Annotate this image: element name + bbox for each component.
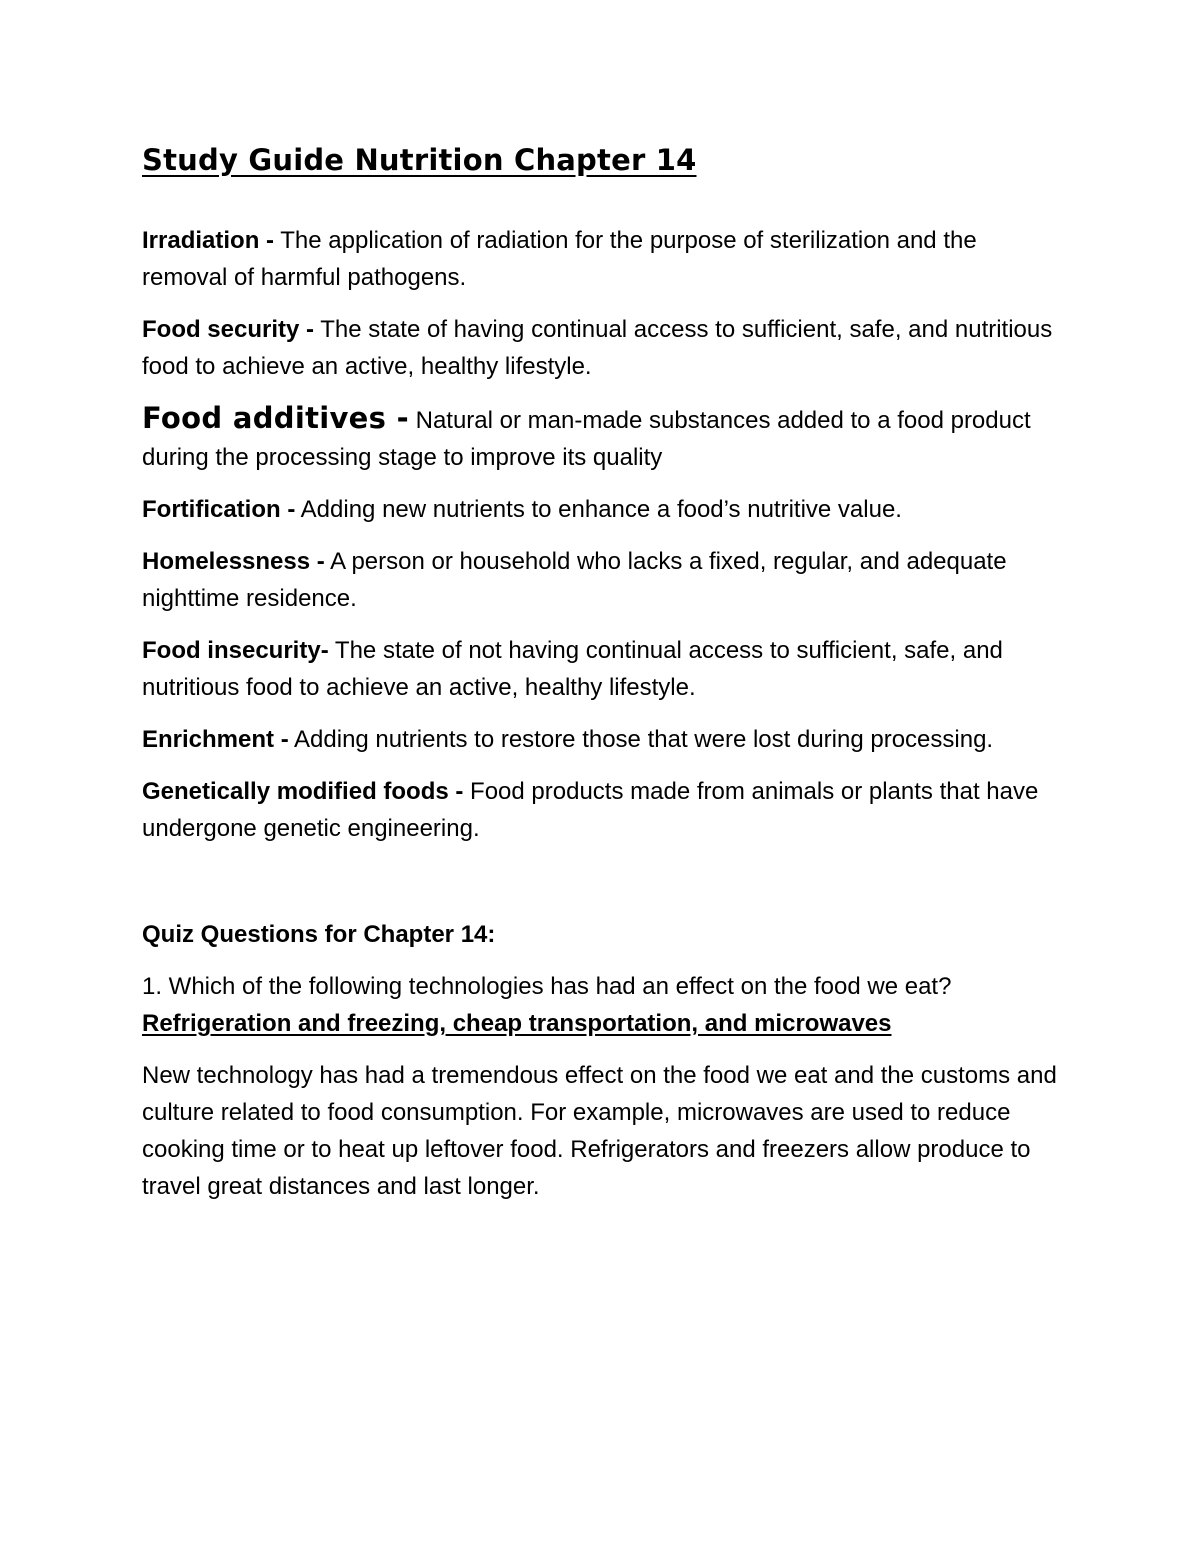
quiz-explanation: New technology has had a tremendous effect on the food we eat and the customs and culture related to food consumption. For example, microwaves are used to reduce cooking time or to heat up leftover food. Refrigerators and freezers allow produce to travel great distances and last longer. xyxy=(142,1062,1057,1200)
term-irradiation xyxy=(142,222,1062,296)
question-answer: Refrigeration and freezing, cheap transportation, and microwaves xyxy=(142,1010,892,1037)
quiz-heading: Quiz Questions for Chapter 14: xyxy=(142,921,496,948)
term-definition: The application of radiation for the purpose of sterilization and the removal of harmful pathogens. xyxy=(142,227,977,291)
term-genetically-modified-foods xyxy=(142,773,1062,847)
term-name: Food security - xyxy=(142,316,315,343)
term-name: Genetically modified foods - xyxy=(142,778,464,805)
term-definition: Adding new nutrients to enhance a food’s nutritive value. xyxy=(295,496,902,523)
term-food-additives xyxy=(142,400,1062,476)
term-definition: Food products made from animals or plants that have undergone genetic engineering. xyxy=(142,778,1039,842)
term-definition: The state of having continual access to sufficient, safe, and nutritious food to achieve an active, healthy lifestyle. xyxy=(142,316,1053,380)
term-definition: The state of not having continual access to sufficient, safe, and nutritious food to achieve an active, healthy lifestyle. xyxy=(142,637,1003,701)
section-spacer xyxy=(142,862,1062,916)
term-name: Food insecurity- xyxy=(142,637,329,664)
term-name: Irradiation - xyxy=(142,227,275,254)
term-definition: Adding nutrients to restore those that were lost during processing. xyxy=(288,726,994,753)
term-food-insecurity xyxy=(142,632,1062,706)
term-food-security xyxy=(142,311,1062,385)
question-text: 1. Which of the following technologies has had an effect on the food we eat? xyxy=(142,973,952,1000)
term-definition: A person or household who lacks a fixed, regular, and adequate nighttime residence. xyxy=(142,548,1007,612)
term-name: Food additives - xyxy=(142,401,409,435)
term-fortification xyxy=(142,491,1062,528)
document-page xyxy=(142,132,1062,1205)
term-name: Homelessness - xyxy=(142,548,325,575)
term-name: Enrichment - xyxy=(142,726,289,753)
term-definition: Natural or man-made substances added to a food product during the processing stage to improve its quality xyxy=(142,407,1031,471)
term-homelessness xyxy=(142,543,1062,617)
term-name: Fortification - xyxy=(142,496,296,523)
term-enrichment xyxy=(142,721,1062,758)
quiz-question-1 xyxy=(142,968,1062,1042)
page-title: Study Guide Nutrition Chapter 14 xyxy=(142,143,697,177)
